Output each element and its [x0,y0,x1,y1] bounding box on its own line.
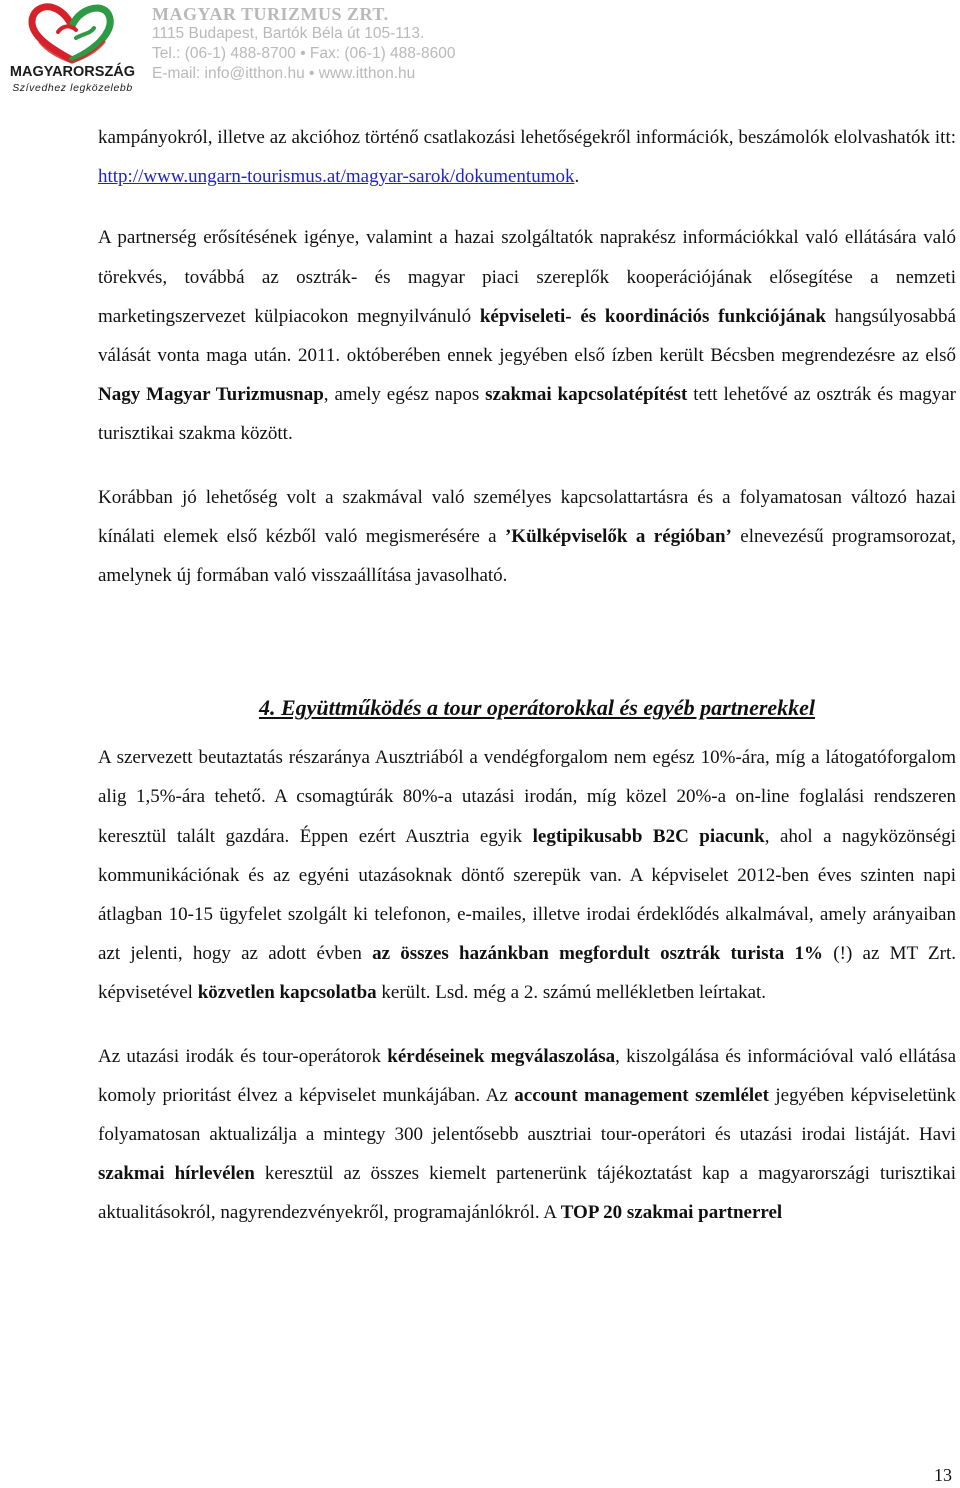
document-body [98,118,956,1233]
company-address: 1115 Budapest, Bartók Béla út 105-113. [152,25,425,42]
company-phone-fax: Tel.: (06-1) 488-8700 • Fax: (06-1) 488-8600 [152,45,456,62]
page-header [0,0,960,100]
section-heading: 4. Együttműködés a tour operátorokkal és egyéb partnerekkel [258,695,816,721]
logo-slogan: Szívedhez legközelebb [12,82,133,94]
paragraph-travel-agencies: Az utazási irodák és tour-operátorok kérdéseinek megválaszolása, kiszolgálása és információval való ellátása komoly prioritást élvez a képviselet munkájában. Az account management szemlélet jegyében képviseletünk folyamatosan aktualizálja a mintegy 300 jelentősebb ausztriai tour-operátori és utazási irodai listáját. Havi szakmai hírlevélen keresztül az összes kiemelt partenerünk tájékoztatást kap a magyarországi turisztikai aktualitásokról, nagyrendezvényekről, programajánlókról. A TOP 20 szakmai partnerrel [98,1045,957,1224]
paragraph-partnership: A partnerség erősítésének igénye, valamint a hazai szolgáltatók naprakész információkkal való ellátására való törekvés, továbbá az osztrák- és magyar piaci szereplők kooperációjának elősegítése a nemzeti marketingszervezet külpiacokon megnyilvánuló képviseleti- és koordinációs funkciójának hangsúlyosabbá válását vonta maga után. 2011. októberében ennek jegyében első ízben került Bécsben megrendezésre az első Nagy Magyar Turizmusnap, amely egész napos szakmai kapcsolatépítést tett lehetővé az osztrák és magyar turisztikai szakma között. [98,227,957,445]
page-number: 13 [934,1465,952,1485]
paragraph-tour-share: A szervezett beutaztatás részaránya Ausztriából a vendégforgalom nem egész 10%-ára, míg a látogatóforgalom alig 1,5%-ára tehető. A csomagtúrák 80%-a utazási irodán, míg közel 20%-a on-line foglalási rendszeren keresztül talált gazdára. Éppen ezért Ausztria egyik legtipikusabb B2C piacunk, ahol a nagyközönségi kommunikációnak és az egyéni utazásoknak döntő szerepük van. A képviselet 2012-ben éves szinten napi átlagban 10-15 ügyfelet szolgált ki telefonon, e-mailes, illetve irodai érdeklődés alkalmával, amely arányaiban azt jelenti, hogy az adott évben az összes hazánkban megfordult osztrák turista 1% (!) az MT Zrt. képvisetével közvetlen kapcsolatba került. Lsd. még a 2. számú mellékletben leírtakat. [98,747,957,1004]
company-email-web: E-mail: info@itthon.hu • www.itthon.hu [152,65,416,82]
magyarorszag-logo [0,2,145,100]
paragraph-program-series: Korábban jó lehetőség volt a szakmával való személyes kapcsolattartásra és a folyamatosan változó hazai kínálati elemek első kézből való megismerésére a ’Külképviselők a régióban’ elnevezésű programsorozat, amelynek új formában való visszaállítása javasolható. [98,486,956,587]
company-contact-block [152,4,456,84]
heart-ribbon-icon [10,2,135,66]
documents-link[interactable]: http://www.ungarn-tourismus.at/magyar-sarok/dokumentumok [98,166,575,188]
company-name: MAGYAR TURIZMUS ZRT. [152,4,389,24]
logo-wordmark: MAGYARORSZÁG [9,64,136,80]
paragraph-campaigns: kampányokról, illetve az akcióhoz történő csatlakozási lehetőségekről információk, beszámolók elolvashatók itt: http://www.ungarn-tourismus.at/magyar-sarok/dokumentumok. [98,127,956,188]
